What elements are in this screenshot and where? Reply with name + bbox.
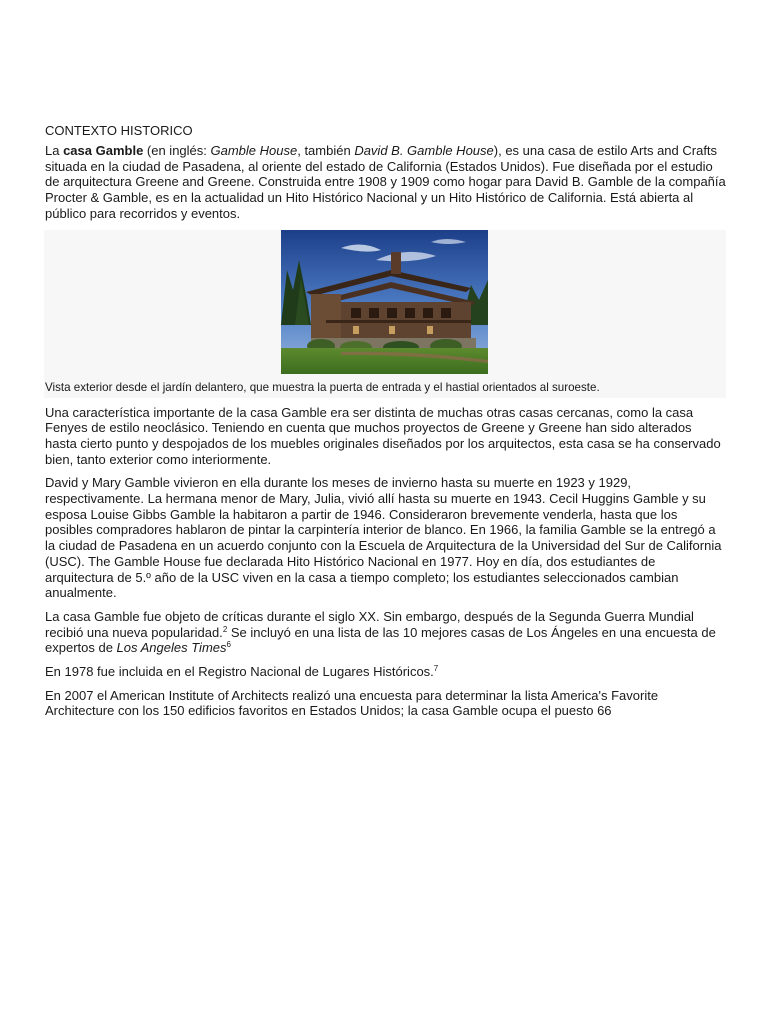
intro-paragraph	[45, 143, 726, 222]
criticism-text-1: La casa Gamble fue objeto de críticas durante el siglo XX. Sin embargo, después de la Segunda Guerra Mundial recibió una nueva popularidad.	[45, 608, 694, 640]
figure	[44, 230, 726, 398]
footnote-ref-2[interactable]: 2	[222, 624, 228, 634]
paragraph-history: David y Mary Gamble vivieron en ella durante los meses de invierno hasta su muerte en 1923 y 1929, respectivamente. La hermana menor de Mary, Julia, vivió allí hasta su muerte en 1943. Cecil Huggins Gamble y su esposa Louise Gibbs Gamble la habitaron a partir de 1946. Consideraron brevemente venderla, hasta que los posibles compradores hablaron de pintar la carpintería interior de blanco. En 1966, la familia Gamble se la entregó a la ciudad de Pasadena en un acuerdo conjunto con la Escuela de Arquitectura de la Universidad del Sur de California (USC). The Gamble House fue declarada Hito Histórico Nacional en 1977. Hoy en día, dos estudiantes de arquitectura de 5.º año de la USC viven en la casa a tiempo completo; los estudiantes seleccionados cambian anualmente.	[45, 475, 722, 601]
intro-italic-david-b-gamble-house: David B. Gamble House	[354, 143, 494, 158]
paragraph-registry	[45, 664, 726, 680]
paragraph-features: Una característica importante de la casa Gamble era ser distinta de muchas otras casas cercanas, como la casa Fenyes de estilo neoclásico. Teniendo en cuenta que muchos proyectos de Greene y Greene han sido alterados hasta cierto punto y despojados de los muebles originales diseñados por los arquitectos, esta casa se ha conservado bien, tanto exterior como interiormente.	[45, 404, 721, 467]
intro-text-4: ), es una casa de estilo Arts and Crafts situada en la ciudad de Pasadena, al oriente del estado de California (Estados Unidos). Fue diseñada por el estudio de arquitectura Greene and Greene. Construida entre 1908 y 1909 como hogar para David B. Gamble de la compañía Procter & Gamble, es en la actualidad un Hito Histórico Nacional y un Hito Histórico de California. Está abierta al público para recorridos y eventos.	[45, 143, 726, 221]
registry-text: En 1978 fue incluida en el Registro Nacional de Lugares Históricos.	[45, 664, 434, 680]
intro-bold-casa-gamble: casa Gamble	[63, 143, 144, 158]
intro-text-3: , también	[297, 143, 355, 158]
paragraph-criticism	[45, 609, 726, 656]
intro-text-2: (en inglés:	[143, 143, 211, 158]
intro-italic-gamble-house: Gamble House	[210, 143, 298, 158]
footnote-ref-7[interactable]: 7	[433, 664, 439, 674]
figure-caption: Vista exterior desde el jardín delantero, que muestra la puerta de entrada y el hastial orientados al suroeste.	[45, 380, 600, 394]
intro-text-1: La	[45, 143, 64, 158]
criticism-italic-la-times: Los Angeles Times	[116, 640, 227, 656]
section-heading: CONTEXTO HISTORICO	[45, 123, 193, 138]
photo-container	[44, 230, 726, 374]
document-page	[44, 123, 726, 727]
paragraph-aia: En 2007 el American Institute of Architects realizó una encuesta para determinar la lista America's Favorite Architecture con los 150 edificios favoritos en Estados Unidos; la casa Gamble ocupa el puesto 66	[45, 687, 659, 719]
footnote-ref-6[interactable]: 6	[226, 640, 231, 650]
house-photo	[281, 230, 488, 374]
criticism-text-2: Se incluyó en una lista de las 10 mejores casas de Los Ángeles en una encuesta de expertos de	[45, 624, 716, 656]
